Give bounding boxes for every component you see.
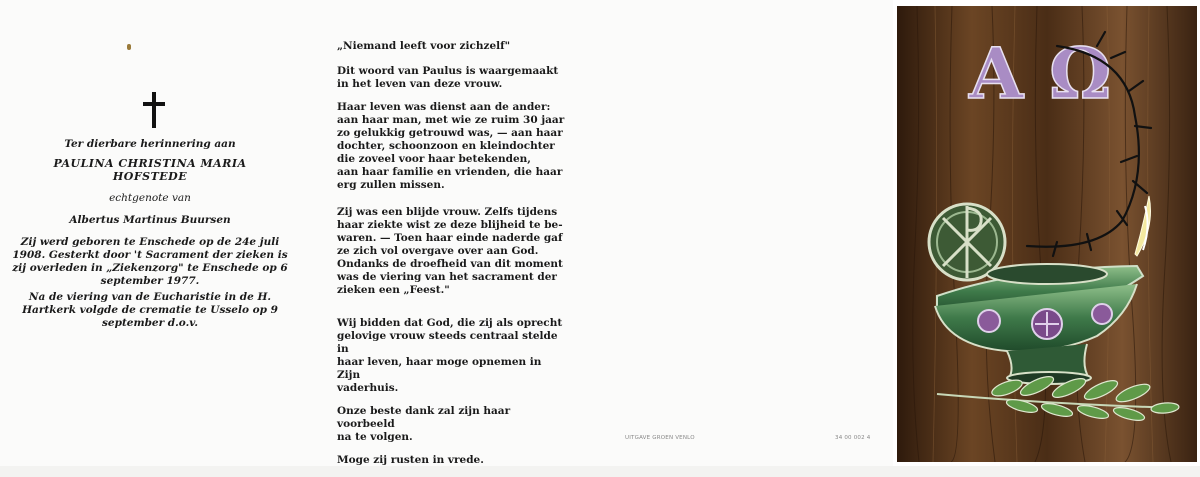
- paragraph-service: Haar leven was dienst aan de ander: aan haar man, met wie ze ruim 30 jaar zo gelukkig getrouwd was, — aan haar dochter, schoonzoon en kleindochter die zoveel voor haar betekenden, aan haar familie en vrienden, die haar erg zullen missen.: [337, 101, 565, 191]
- reflection-text: [337, 40, 567, 477]
- alpha-letter: A: [969, 32, 1024, 115]
- paragraph-paulus: Dit woord van Paulus is waargemaakt in het leven van deze vrouw.: [337, 65, 559, 90]
- paper-speck: [127, 44, 131, 50]
- bio-paragraph-2: Na de viering van de Eucharistie in de H. Hartkerk volgde de crematie te Usselo op 9 september d.o.v.: [22, 291, 278, 329]
- dedication-line: Ter dierbare herinnering aan: [64, 138, 236, 150]
- omega-letter: Ω: [1049, 32, 1112, 115]
- dedication-block: [0, 138, 300, 330]
- deceased-name-line2: HOFSTEDE: [112, 170, 188, 183]
- card-code: 34 00 002 4: [835, 435, 871, 441]
- left-panel: [0, 0, 300, 466]
- religious-artwork: [897, 6, 1197, 462]
- spouse-name: Albertus Martinus Buursen: [69, 214, 231, 226]
- paragraph-prayer: Wij bidden dat God, die zij als oprecht gelovige vrouw steeds centraal stelde in haar leven, haar moge opnemen in Zijn vaderhuis.: [337, 317, 563, 394]
- spouse-intro: echtgenote van: [109, 192, 191, 204]
- bio-paragraph-1: Zij werd geboren te Enschede op de 24e juli 1908. Gesterkt door 't Sacrament der zieken is zij overleden in „Ziekenzorg" te Enschede op 6 september 1977.: [12, 236, 288, 287]
- quote-heading: „Niemand leeft voor zichzelf": [337, 40, 511, 52]
- deceased-name-line1: PAULINA CHRISTINA MARIA: [53, 157, 247, 170]
- paragraph-joy: Zij was een blijde vrouw. Zelfs tijdens haar ziekte wist ze deze blijheid te be- waren. — Toen haar einde naderde gaf ze zich vol overgave over aan God. Ondanks de droefheid van dit moment was de viering van het sacrament der zieken een „Feest.": [337, 206, 563, 296]
- cross-icon: [142, 92, 166, 128]
- publisher-imprint: UITGAVE GROEN VENLO: [625, 435, 695, 441]
- paragraph-thanks: Onze beste dank zal zijn haar voorbeeld na te volgen.: [337, 405, 511, 443]
- paragraph-rest: Moge zij rusten in vrede.: [337, 454, 484, 466]
